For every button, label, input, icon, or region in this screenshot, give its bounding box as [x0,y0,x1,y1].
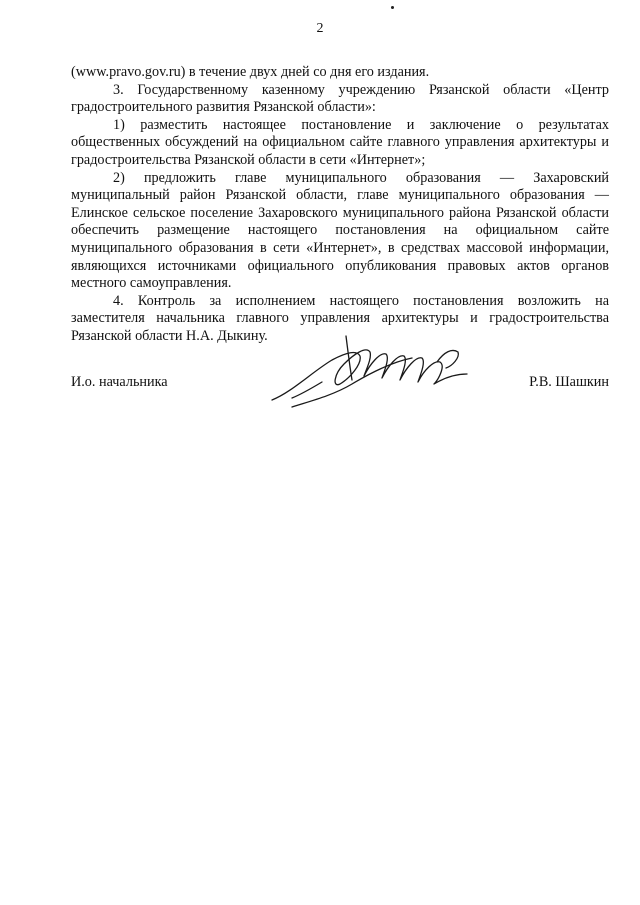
paragraph-continuation: (www.pravo.gov.ru) в течение двух дней со дня его издания. [71,64,430,80]
document-body [71,64,609,346]
paragraph-subitem-1: 1) разместить настоящее постановление и заключение о результатах общественных обсуждений на официальном сайте главного управления архитектуры и градостроительства Рязанской области в сети «Интернет»; [71,116,609,168]
page-number: 2 [316,21,324,36]
signer-name: Р.В. Шашкин [529,374,609,390]
signature-block [71,374,609,394]
handwritten-signature [262,322,477,412]
paragraph-item-3: 3. Государственному казенному учреждению Рязанской области «Центр градостроительного развития Рязанской области»: [71,81,609,116]
signer-title: И.о. начальника [71,374,168,390]
paragraph-subitem-2: 2) предложить главе муниципального образования — Захаровский муниципальный район Рязанской области, главе муниципального образования — Елинское сельское поселение Захаровского муниципального района Рязанской области обеспечить размещение настоящего постановления на официальном сайте муниципального образования в сети «Интернет», в средствах массовой информации, являющихся источниками официального опубликования правовых актов органов местного самоуправления. [71,169,609,292]
scan-speck [391,6,394,9]
paragraph-item-4: 4. Контроль за исполнением настоящего постановления возложить на заместителя начальника главного управления архитектуры и градостроительства Рязанской области Н.А. Дыкину. [71,292,609,344]
